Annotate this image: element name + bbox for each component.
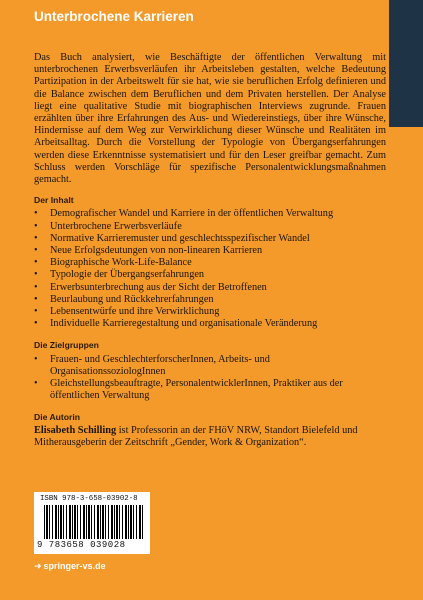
publisher-logo — [34, 561, 106, 572]
contents-heading: Der Inhalt — [34, 195, 74, 206]
list-item: • Demografischer Wandel und Karriere in der öffentlichen Verwaltung — [34, 208, 386, 220]
list-item: • Unterbrochene Erwerbsverläufe — [34, 221, 386, 233]
back-cover-text — [34, 52, 386, 449]
list-item: • Typologie der Übergangserfahrungen — [34, 269, 386, 281]
barcode-digits: 9 783658 039028 — [37, 540, 126, 550]
arrow-icon: ➜ — [34, 561, 42, 571]
navy-accent-bar — [389, 0, 423, 127]
list-item: • Frauen- und GeschlechterforscherInnen, Arbeits- und OrganisationssoziologInnen — [34, 354, 386, 378]
author-name: Elisabeth Schilling — [34, 424, 117, 436]
book-title: Unterbrochene Karrieren — [34, 9, 194, 24]
list-item: • Individuelle Karrieregestaltung und organisationale Veränderung — [34, 318, 386, 330]
isbn-label: ISBN 978-3-658-03902-8 — [40, 495, 138, 503]
audience-heading: Die Zielgruppen — [34, 340, 99, 351]
abstract-paragraph: Das Buch analysiert, wie Beschäftigte der öffentlichen Verwaltung mit unterbrochenen Erwerbsverläufen ihr Arbeitsleben gestalten, welche Bedeutung Partizipation in der Arbeitswelt für sie hat, wie sie beruflichen Erfolg definieren und die Balance zwischen dem Beruflichen und dem Privaten herstellen. Der Analyse liegt eine qualitative Studie mit biographischen Interviews zugrunde. Frauen erzählten über ihre Erfahrungen des Aus- und Wiedereinstiegs, über ihre Wünsche, Hindernisse auf dem Weg zur Verwirklichung dieser Wünsche und Realitäten im Arbeitsalltag. Durch die Vorstellung der Typologie von Übergangserfahrungen werden diese Erkenntnisse systematisiert und für den Leser greifbar gemacht. Zum Schluss werden Vorschläge für spezifische Personalentwicklungsmaßnahmen gemacht. — [34, 52, 386, 186]
list-item: • Lebensentwürfe und ihre Verwirklichung — [34, 306, 386, 318]
list-item: • Normative Karrieremuster und geschlechtsspezifischer Wandel — [34, 233, 386, 245]
isbn-barcode — [34, 492, 150, 554]
author-heading: Die Autorin — [34, 412, 80, 423]
list-item: • Erwerbsunterbrechung aus der Sicht der Betroffenen — [34, 282, 386, 294]
author-bio — [34, 425, 386, 449]
list-item: • Neue Erfolgsdeutungen von non-linearen Karrieren — [34, 245, 386, 257]
barcode-bars — [44, 505, 144, 539]
list-item: • Gleichstellungsbeauftragte, PersonalentwicklerInnen, Praktiker aus der öffentlichen Verwaltung — [34, 378, 386, 402]
list-item: • Biographische Work-Life-Balance — [34, 257, 386, 269]
audience-list — [34, 354, 386, 403]
author-bio-text: ist Professorin an der FHöV NRW, Standort Bielefeld und Mitherausgeberin der Zeitschrift „Gender, Work & Organization“. — [34, 424, 358, 448]
publisher-url: springer-vs.de — [43, 561, 106, 571]
contents-list — [34, 208, 386, 330]
list-item: • Beurlaubung und Rückkehrerfahrungen — [34, 294, 386, 306]
